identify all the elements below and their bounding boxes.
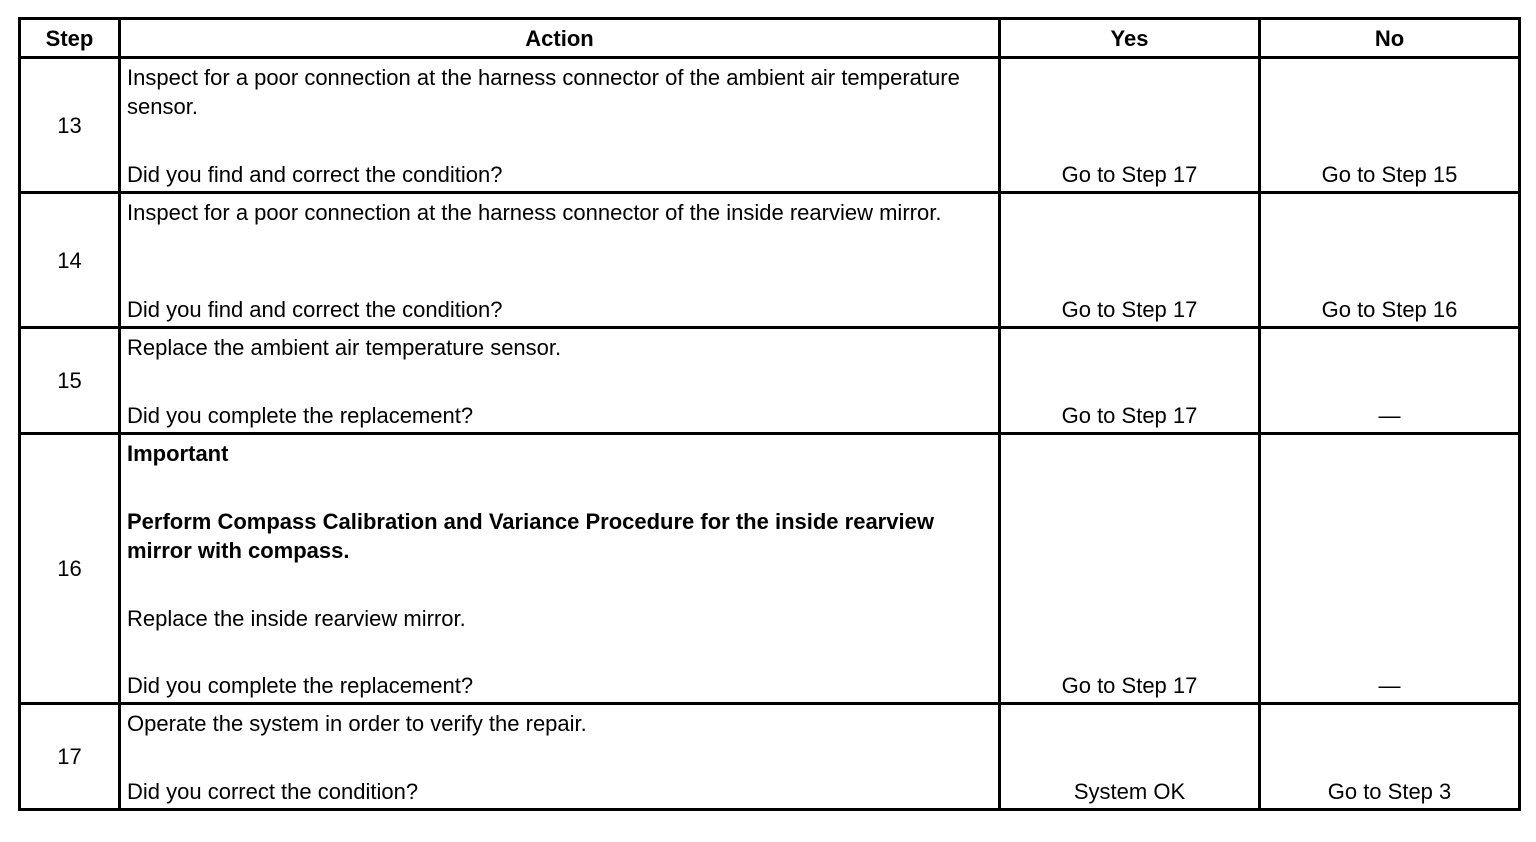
table-row bbox=[20, 58, 1520, 193]
action-question: Did you find and correct the condition? bbox=[127, 297, 503, 322]
important-note: Perform Compass Calibration and Variance Procedure for the inside rearview mirror with compass. bbox=[127, 509, 934, 563]
action-question: Did you find and correct the condition? bbox=[127, 162, 503, 187]
table-row bbox=[20, 328, 1520, 434]
action-text: Replace the ambient air temperature sensor. bbox=[127, 335, 562, 360]
header-action: Action bbox=[120, 19, 1000, 58]
step-number: 13 bbox=[20, 58, 120, 193]
action-text: Inspect for a poor connection at the harness connector of the ambient air temperature sensor. bbox=[127, 65, 960, 119]
table-row bbox=[20, 193, 1520, 328]
yes-result: Go to Step 17 bbox=[1000, 434, 1260, 704]
yes-result: Go to Step 17 bbox=[1000, 328, 1260, 434]
no-result: Go to Step 15 bbox=[1260, 58, 1520, 193]
action-cell bbox=[120, 434, 1000, 704]
header-row bbox=[20, 19, 1520, 58]
action-cell bbox=[120, 193, 1000, 328]
action-question: Did you complete the replacement? bbox=[127, 673, 474, 698]
no-result: — bbox=[1260, 434, 1520, 704]
no-result: — bbox=[1260, 328, 1520, 434]
no-result: Go to Step 16 bbox=[1260, 193, 1520, 328]
important-heading: Important bbox=[127, 441, 229, 466]
header-no: No bbox=[1260, 19, 1520, 58]
action-cell bbox=[120, 58, 1000, 193]
action-text: Inspect for a poor connection at the harness connector of the inside rearview mirror. bbox=[127, 200, 942, 225]
action-text: Operate the system in order to verify the repair. bbox=[127, 711, 587, 736]
yes-result: System OK bbox=[1000, 704, 1260, 810]
header-step: Step bbox=[20, 19, 120, 58]
action-text: Replace the inside rearview mirror. bbox=[127, 606, 466, 631]
step-number: 15 bbox=[20, 328, 120, 434]
yes-result: Go to Step 17 bbox=[1000, 193, 1260, 328]
table-row bbox=[20, 704, 1520, 810]
action-cell bbox=[120, 328, 1000, 434]
action-cell bbox=[120, 704, 1000, 810]
diagnostic-table bbox=[18, 17, 1521, 811]
action-question: Did you correct the condition? bbox=[127, 779, 419, 804]
no-result: Go to Step 3 bbox=[1260, 704, 1520, 810]
header-yes: Yes bbox=[1000, 19, 1260, 58]
step-number: 14 bbox=[20, 193, 120, 328]
yes-result: Go to Step 17 bbox=[1000, 58, 1260, 193]
step-number: 16 bbox=[20, 434, 120, 704]
step-number: 17 bbox=[20, 704, 120, 810]
table-row bbox=[20, 434, 1520, 704]
action-question: Did you complete the replacement? bbox=[127, 403, 474, 428]
